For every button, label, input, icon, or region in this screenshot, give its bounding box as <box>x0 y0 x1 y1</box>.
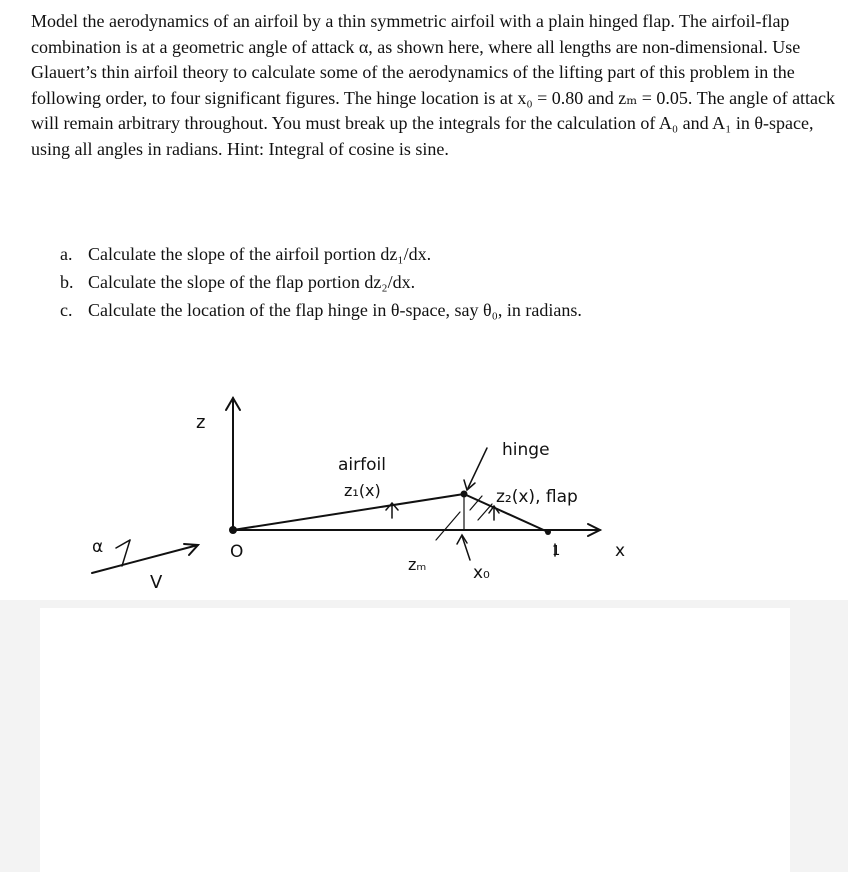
trailing-edge-point <box>545 529 551 535</box>
task-text: Calculate the slope of the flap portion dz₂/dx. <box>88 272 416 292</box>
z2-flap-label: z₂(x), flap <box>496 487 578 507</box>
airfoil-flap-diagram <box>0 330 848 600</box>
z1-label: z₁(x) <box>344 481 381 500</box>
one-label: 1 <box>552 544 561 559</box>
velocity-arrowhead <box>184 544 198 555</box>
x-axis-label: x <box>615 541 626 561</box>
origin-label: O <box>230 542 244 562</box>
task-a <box>60 240 820 268</box>
velocity-label: V <box>150 572 163 593</box>
task-letter: a. <box>60 244 73 264</box>
airfoil-label: airfoil <box>338 455 386 475</box>
task-c <box>60 296 820 324</box>
origin-point <box>229 526 237 534</box>
task-b <box>60 268 820 296</box>
task-letter: b. <box>60 272 74 292</box>
z-axis-label: z <box>196 412 206 433</box>
task-text: Calculate the slope of the airfoil portion dz₁/dx. <box>88 244 432 264</box>
hinge-pointer <box>468 448 487 488</box>
task-text: Calculate the location of the flap hinge in θ-space, say θ₀, in radians. <box>88 300 582 320</box>
hatch-line <box>436 512 460 540</box>
alpha-label: α <box>92 537 104 557</box>
problem-statement: Model the aerodynamics of an airfoil by a thin symmetric airfoil with a plain hinged flap. The airfoil-flap combination is at a geometric angle of attack α, as shown here, where all lengths are non-dimensional. Use Glauert’s thin airfoil theory to calculate some of the aerodynamics of the lifting part of this problem in the following order, to four significant figures. The hinge location is at x₀ = 0.80 and zₘ = 0.05. The angle of attack will remain arbitrary throughout. You must break up the integrals for the calculation of A₀ and A₁ in θ-space, using all angles in radians. Hint: Integral of cosine is sine. <box>31 11 836 159</box>
x0-pointer <box>462 536 470 560</box>
velocity-line <box>92 545 198 573</box>
x0-label: x₀ <box>473 563 490 583</box>
hinge-label: hinge <box>502 440 550 460</box>
task-letter: c. <box>60 300 73 320</box>
hinge-point <box>461 491 468 498</box>
x0-pointer-head <box>457 535 467 544</box>
task-list <box>60 240 820 324</box>
zm-label: zₘ <box>408 555 427 574</box>
blank-answer-area <box>40 608 790 872</box>
